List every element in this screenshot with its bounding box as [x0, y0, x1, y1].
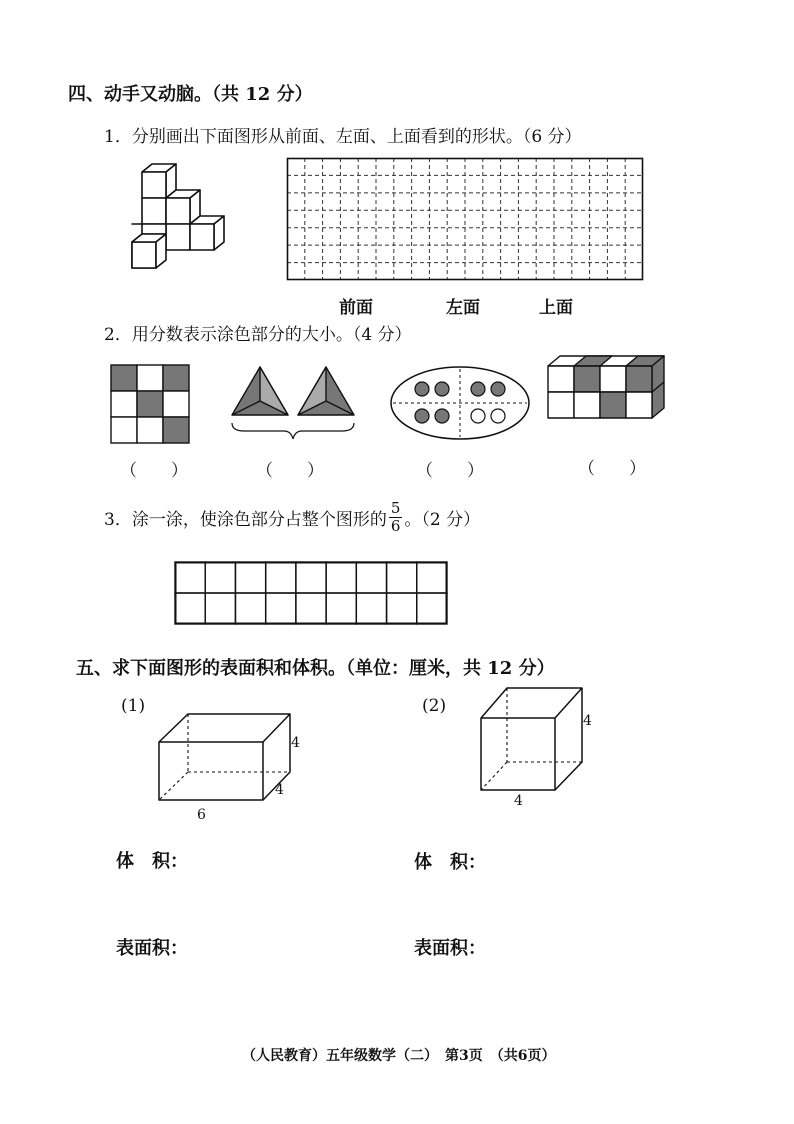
shaded-square-grid: [111, 365, 189, 443]
coloring-cell[interactable]: [266, 562, 296, 593]
coloring-cell[interactable]: [387, 562, 417, 593]
answer-blank-1[interactable]: （ ）: [120, 461, 188, 481]
q1-text: 1．分别画出下面图形从前面、左面、上面看到的形状。（6 分）: [104, 127, 582, 147]
coloring-cell[interactable]: [296, 562, 326, 593]
cuboid-length-label: 6: [197, 807, 206, 823]
label-front: 前面: [339, 298, 373, 318]
coloring-cell[interactable]: [266, 593, 296, 624]
cube-stack-figure: [128, 162, 238, 277]
section4-heading: 四、动手又动脑。（共 12 分）: [68, 84, 313, 105]
q3-text: 3．涂一涂，使涂色部分占整个图形的: [104, 510, 387, 530]
coloring-cell[interactable]: [417, 562, 447, 593]
answer-blank-2[interactable]: （ ）: [256, 461, 324, 481]
surface-label-2: 表面积：: [414, 938, 486, 959]
q3-points: 。（2 分）: [404, 510, 481, 530]
label-left: 左面: [446, 298, 480, 318]
coloring-grid[interactable]: [175, 562, 447, 624]
cube-edge-bottom-label: 4: [514, 793, 523, 809]
q3-line: [104, 500, 480, 535]
fraction-denominator: 6: [390, 517, 401, 535]
cuboid-width-label: 4: [275, 782, 284, 798]
fraction-five-sixths: [389, 500, 403, 535]
coloring-cell[interactable]: [205, 562, 235, 593]
label-top: 上面: [539, 298, 573, 318]
fig2-label: (2): [422, 696, 447, 716]
cuboid-height-label: 4: [291, 735, 300, 751]
coloring-cell[interactable]: [235, 562, 265, 593]
coloring-cell[interactable]: [175, 562, 205, 593]
volume-label-2: 体 积：: [414, 852, 486, 873]
coloring-cell[interactable]: [175, 593, 205, 624]
coloring-cell[interactable]: [235, 593, 265, 624]
volume-label-1: 体 积：: [116, 851, 188, 872]
coloring-cell[interactable]: [326, 593, 356, 624]
shaded-ellipse-circles: [389, 365, 531, 443]
cube-figure: [476, 684, 588, 794]
fig1-label: (1): [121, 696, 146, 716]
shaded-cube-rows: [548, 352, 668, 424]
surface-label-1: 表面积：: [116, 938, 188, 959]
coloring-cell[interactable]: [296, 593, 326, 624]
coloring-cell[interactable]: [387, 593, 417, 624]
page-footer: （人民教育）五年级数学（二） 第3页 （共6页）: [242, 1048, 556, 1064]
q2-text: 2．用分数表示涂色部分的大小。（4 分）: [104, 325, 412, 345]
coloring-cell[interactable]: [417, 593, 447, 624]
answer-blank-3[interactable]: （ ）: [416, 461, 484, 481]
coloring-cell[interactable]: [205, 593, 235, 624]
answer-blank-4[interactable]: （ ）: [578, 459, 646, 479]
cube-edge-right-label: 4: [583, 713, 592, 729]
coloring-cell[interactable]: [326, 562, 356, 593]
fraction-numerator: 5: [390, 499, 401, 517]
section5-heading: 五、求下面图形的表面积和体积。（单位：厘米，共 12 分）: [76, 658, 555, 679]
shaded-triangles: [228, 365, 358, 443]
coloring-cell[interactable]: [356, 593, 386, 624]
coloring-cell[interactable]: [356, 562, 386, 593]
drawing-grid[interactable]: [287, 158, 643, 280]
